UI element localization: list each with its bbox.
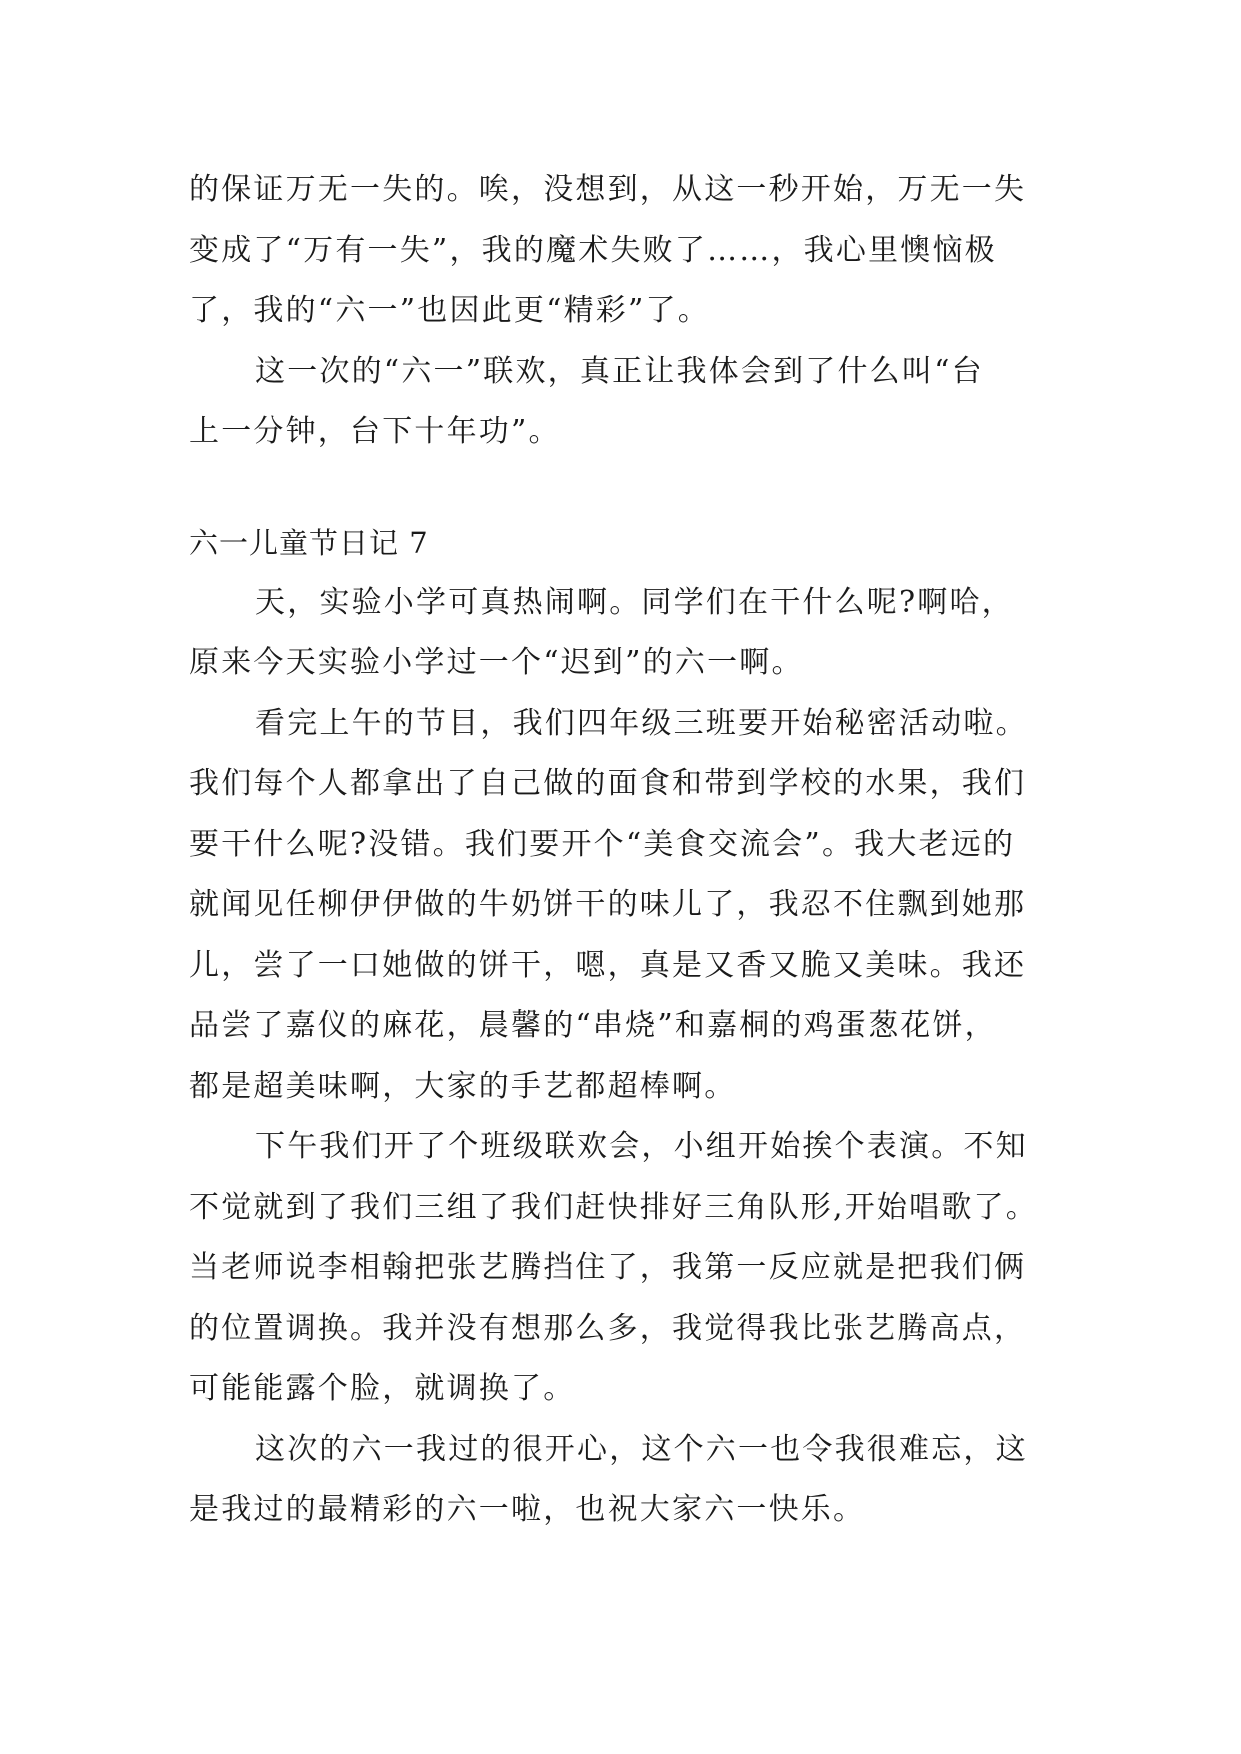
text-line: 天，实验小学可真热闹啊。同学们在干什么呢?啊哈， (255, 584, 1014, 620)
continued-paragraph (189, 160, 1049, 342)
text-line: 的保证万无一失的。唉，没想到，从这一秒开始，万无一失 (189, 172, 1027, 207)
text-line: 儿，尝了一口她做的饼干，嗯，真是又香又脆又美味。我还 (189, 947, 1027, 983)
text-line: 不觉就到了我们三组了我们赶快排好三角队形,开始唱歌了。 (189, 1189, 1038, 1225)
paragraph-1 (189, 573, 1049, 694)
section-gap (189, 463, 1049, 513)
text-line: 可能能露个脸，就调换了。 (189, 1371, 576, 1406)
text-line: 要干什么呢?没错。我们要开个“美食交流会”。我大老远的 (189, 826, 1016, 862)
text-line: 上一分钟，台下十年功”。 (189, 414, 561, 449)
document-page (189, 160, 1049, 1541)
text-line: 我们每个人都拿出了自己做的面食和带到学校的水果，我们 (189, 766, 1027, 801)
section-title: 六一儿童节日记 7 (189, 525, 429, 560)
text-line: 变成了“万有一失”，我的魔术失败了……，我心里懊恼极 (189, 232, 997, 268)
text-line: 品尝了嘉仪的麻花，晨馨的“串烧”和嘉桐的鸡蛋葱花饼， (189, 1008, 997, 1043)
text-line: 看完上午的节目，我们四年级三班要开始秘密活动啦。 (255, 705, 1028, 741)
text-line: 都是超美味啊，大家的手艺都超棒啊。 (189, 1068, 737, 1104)
text-line: 当老师说李相翰把张艺腾挡住了，我第一反应就是把我们俩 (189, 1250, 1027, 1285)
text-line: 的位置调换。我并没有想那么多，我觉得我比张艺腾高点， (189, 1310, 1027, 1346)
text-line: 这次的六一我过的很开心，这个六一也令我很难忘，这 (255, 1431, 1028, 1467)
text-line: 这一次的“六一”联欢，真正让我体会到了什么叫“台 (255, 353, 984, 389)
text-line: 原来今天实验小学过一个“迟到”的六一啊。 (189, 645, 804, 680)
text-line: 就闻见任柳伊伊做的牛奶饼干的味儿了，我忍不住飘到她那 (189, 887, 1027, 922)
paragraph-4 (189, 1420, 1049, 1541)
text-line: 下午我们开了个班级联欢会，小组开始挨个表演。不知 (255, 1129, 1028, 1164)
text-line: 是我过的最精彩的六一啦，也祝大家六一快乐。 (189, 1492, 866, 1527)
closing-paragraph (189, 342, 1049, 463)
paragraph-3 (189, 1117, 1049, 1420)
paragraph-2 (189, 694, 1049, 1118)
text-line: 了，我的“六一”也因此更“精彩”了。 (189, 293, 710, 328)
